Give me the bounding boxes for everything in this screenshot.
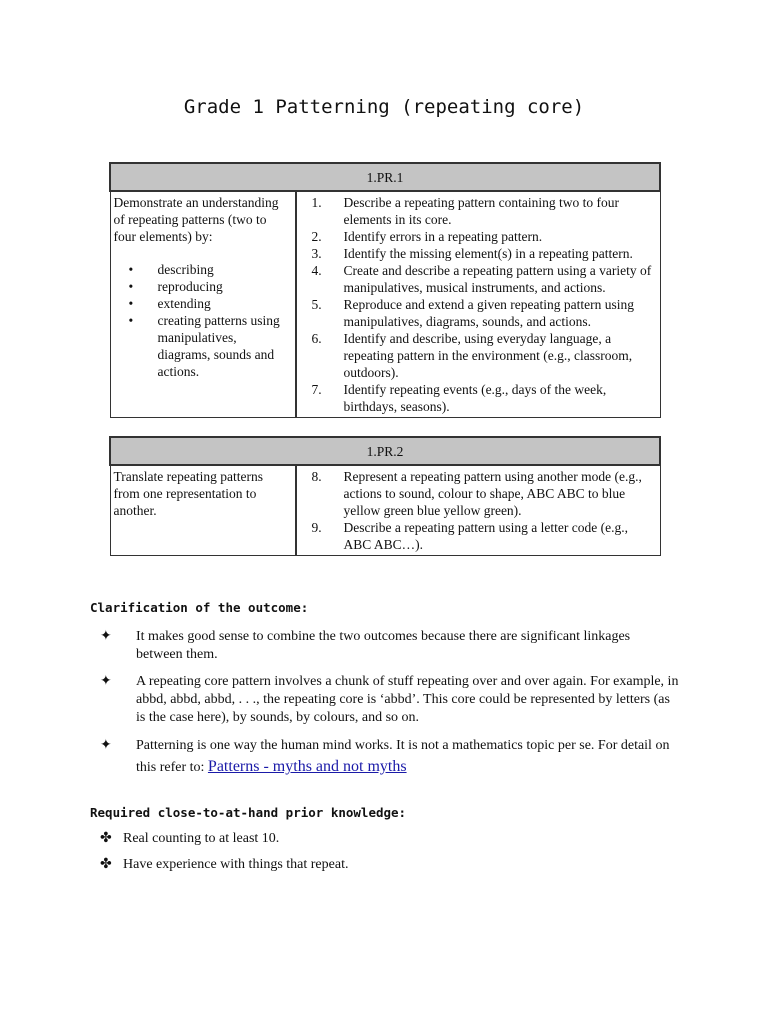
star-bullet-icon: ✦: [100, 738, 112, 753]
item-text: Patterning is one way the human mind works. It is not a mathematics topic per se. For detail on this refer to:: [136, 738, 670, 775]
outcome-cell: [110, 191, 296, 418]
clarification-list: [100, 628, 680, 778]
item-number: 9.: [311, 520, 322, 535]
clarification-heading: Clarification of the outcome:: [90, 600, 309, 615]
item-text: Identify and describe, using everyday language, a repeating pattern in the environment (e.g., classroom, outdoors).: [343, 331, 633, 380]
item-text: Create and describe a repeating pattern using a variety of manipulatives, musical instruments, and actions.: [343, 263, 652, 295]
outcome-cell: [110, 465, 296, 556]
list-item: [100, 735, 680, 778]
page-title: Grade 1 Patterning (repeating core): [183, 96, 585, 118]
list-item: • extending: [114, 295, 292, 312]
list-item: [297, 468, 657, 519]
list-item: [297, 330, 657, 381]
patterns-myths-link[interactable]: Patterns - myths and not myths: [207, 758, 407, 775]
star-bullet-icon: ✤: [100, 857, 112, 872]
table-header: 1.PR.2: [110, 437, 660, 465]
list-item: [297, 519, 657, 553]
list-item: • creating patterns using manipulatives, diagrams, sounds and actions.: [114, 312, 292, 380]
item-text: Identify repeating events (e.g., days of the week, birthdays, seasons).: [343, 382, 607, 414]
star-bullet-icon: ✤: [100, 831, 112, 846]
item-number: 2.: [311, 229, 322, 244]
list-item: [297, 296, 657, 330]
item-number: 4.: [311, 263, 322, 278]
prior-knowledge-list: [100, 830, 680, 882]
list-item: [297, 262, 657, 296]
item-text: A repeating core pattern involves a chunk of stuff repeating over and over again. For example, in abbd, abbd, abbd, . . ., the repeating core is ‘abbd’. This core could be represented by letters (as is the case here), by sounds, by colours, and so on.: [136, 674, 679, 725]
indicator-list: [297, 194, 657, 415]
list-item: [100, 628, 680, 664]
item-number: 7.: [311, 382, 322, 397]
outcome-table-2: [109, 436, 661, 556]
outcome-bullets: [114, 261, 292, 380]
outcome-text: Translate repeating patterns from one representation to another.: [113, 469, 263, 518]
list-item: • reproducing: [114, 278, 292, 295]
item-number: 5.: [311, 297, 322, 312]
indicators-cell: [296, 191, 661, 418]
indicator-list: [297, 468, 657, 553]
outcome-table-1: [109, 162, 661, 418]
item-number: 3.: [311, 246, 322, 261]
indicators-cell: [296, 465, 661, 556]
item-text: It makes good sense to combine the two outcomes because there are significant linkages between them.: [136, 629, 631, 662]
item-number: 8.: [311, 469, 322, 484]
outcome-text: Demonstrate an understanding of repeating patterns (two to four elements) by:: [113, 195, 279, 244]
item-text: Describe a repeating pattern containing two to four elements in its core.: [343, 195, 620, 227]
item-text: Identify the missing element(s) in a repeating pattern.: [343, 246, 633, 261]
star-bullet-icon: ✦: [100, 629, 112, 644]
star-bullet-icon: ✦: [100, 674, 112, 689]
list-item: [100, 856, 680, 874]
list-item: [100, 673, 680, 727]
item-text: Reproduce and extend a given repeating pattern using manipulatives, diagrams, sounds, and actions.: [343, 297, 635, 329]
item-number: 6.: [311, 331, 322, 346]
prior-knowledge-heading: Required close-to-at-hand prior knowledge:: [90, 805, 407, 820]
list-item: [100, 830, 680, 848]
item-text: Real counting to at least 10.: [123, 831, 280, 846]
list-item: [297, 381, 657, 415]
list-item: [297, 228, 657, 245]
item-text: Have experience with things that repeat.: [123, 857, 349, 872]
list-item: • describing: [114, 261, 292, 278]
list-item: [297, 194, 657, 228]
item-text: Describe a repeating pattern using a letter code (e.g., ABC ABC…).: [343, 520, 628, 552]
item-number: 1.: [311, 195, 322, 210]
list-item: [297, 245, 657, 262]
item-text: Represent a repeating pattern using another mode (e.g., actions to sound, colour to shape, ABC ABC to blue yellow green blue yellow green).: [343, 469, 642, 518]
item-text: Identify errors in a repeating pattern.: [343, 229, 543, 244]
table-header: 1.PR.1: [110, 163, 660, 191]
